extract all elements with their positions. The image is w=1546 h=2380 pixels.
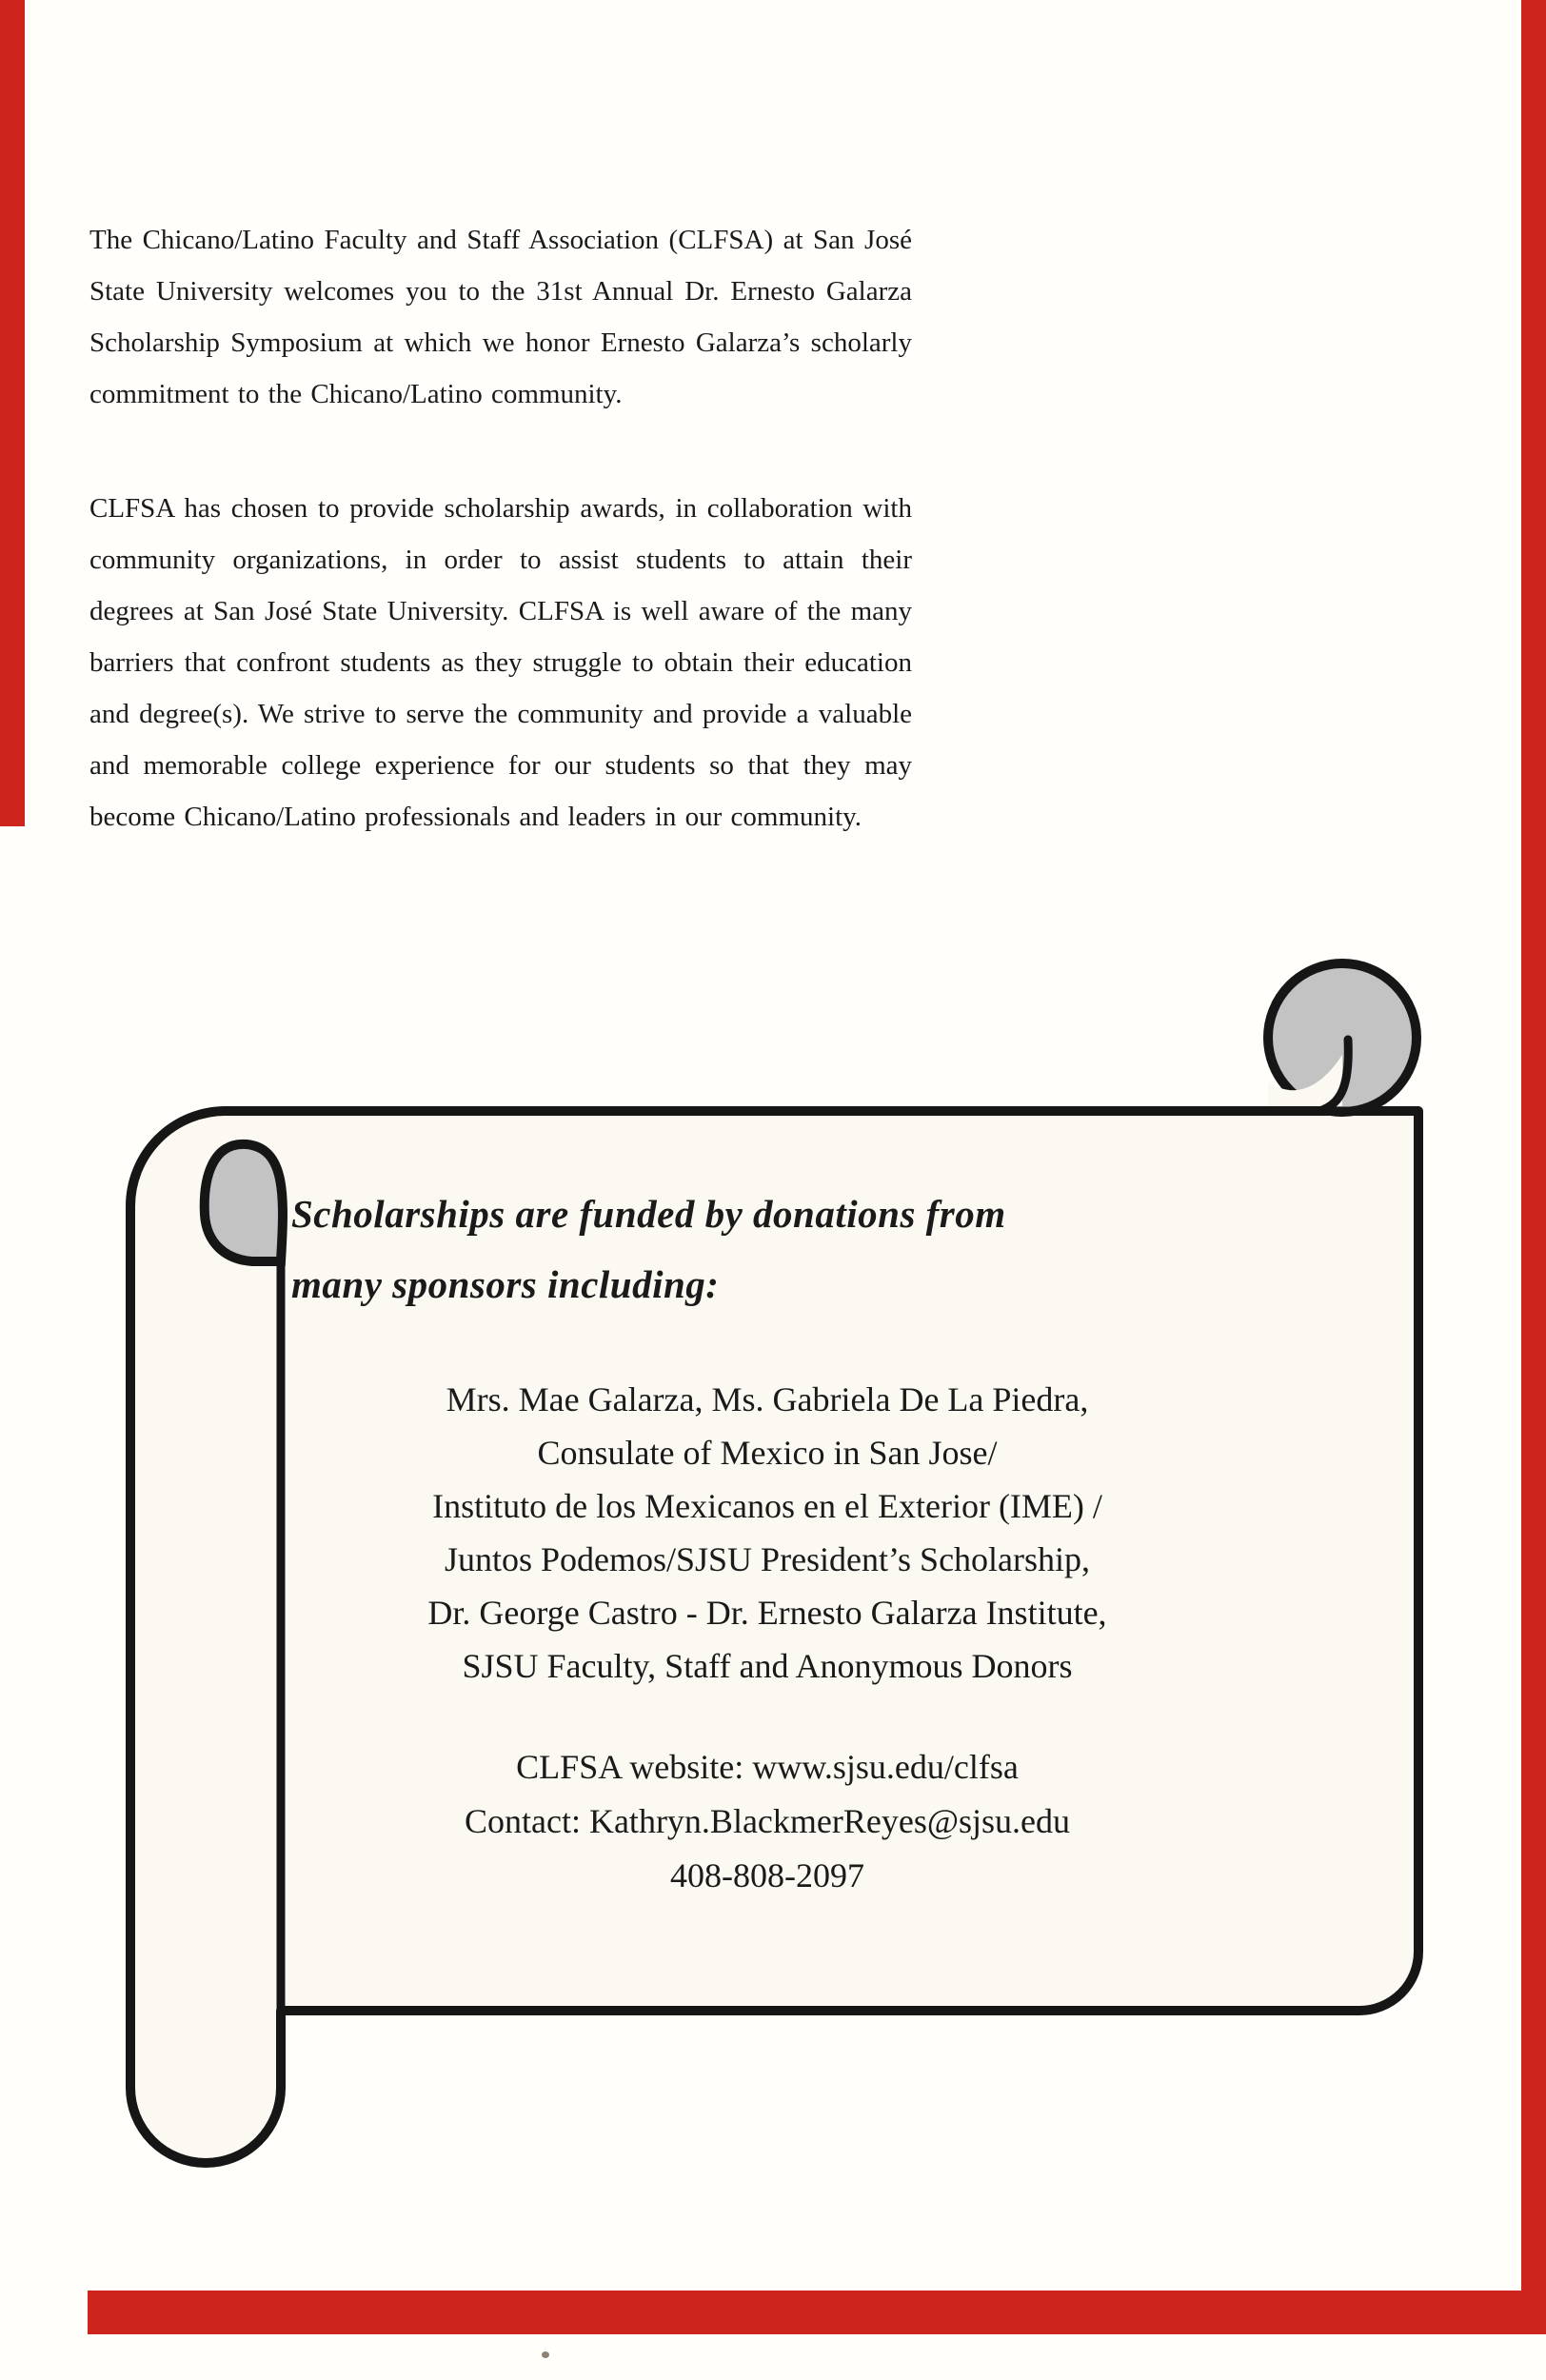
sponsor-list bbox=[219, 1373, 1316, 1693]
sponsor-line: Dr. George Castro - Dr. Ernesto Galarza Institute, bbox=[427, 1594, 1107, 1632]
intro-paragraphs bbox=[89, 214, 912, 843]
ink-speck bbox=[542, 2351, 549, 2358]
heading-line: Scholarships are funded by donations from bbox=[291, 1192, 1006, 1236]
red-edge-right bbox=[1521, 0, 1546, 2296]
sponsor-line: Consulate of Mexico in San Jose/ bbox=[537, 1434, 998, 1472]
contact-line: Contact: Kathryn.BlackmerReyes@sjsu.edu bbox=[464, 1802, 1070, 1840]
sponsor-line: Instituto de los Mexicanos en el Exterior (IME) / bbox=[432, 1487, 1102, 1525]
contact-block bbox=[219, 1740, 1316, 1903]
contact-line: CLFSA website: www.sjsu.edu/clfsa bbox=[516, 1748, 1019, 1786]
sponsor-line: Juntos Podemos/SJSU President’s Scholarship, bbox=[444, 1540, 1091, 1578]
sponsor-line: Mrs. Mae Galarza, Ms. Gabriela De La Piedra, bbox=[446, 1380, 1089, 1418]
scroll-curl-left-icon bbox=[205, 1144, 283, 1261]
heading-line: many sponsors including: bbox=[291, 1262, 720, 1306]
scroll-heading bbox=[291, 1179, 1148, 1319]
para: The Chicano/Latino Faculty and Staff Association (CLFSA) at San José State University welcomes you to the 31st Annual Dr. Ernesto Galarza Scholarship Symposium at which we honor Ernesto Galarza’s scholarly commitment to the Chicano/Latino community. bbox=[89, 225, 912, 409]
red-edge-left bbox=[0, 0, 25, 826]
contact-line: 408-808-2097 bbox=[670, 1856, 864, 1894]
para: CLFSA has chosen to provide scholarship awards, in collaboration with community organizations, in order to assist students to attain their degrees at San José State University. CLFSA is well aware of the many barriers that confront students as they struggle to obtain their education and degree(s). We strive to serve the community and provide a valuable and memorable college experience for our students so that they may become Chicano/Latino professionals and leaders in our community. bbox=[89, 493, 912, 832]
sponsor-line: SJSU Faculty, Staff and Anonymous Donors bbox=[462, 1647, 1073, 1685]
red-edge-bottom bbox=[88, 2291, 1546, 2334]
